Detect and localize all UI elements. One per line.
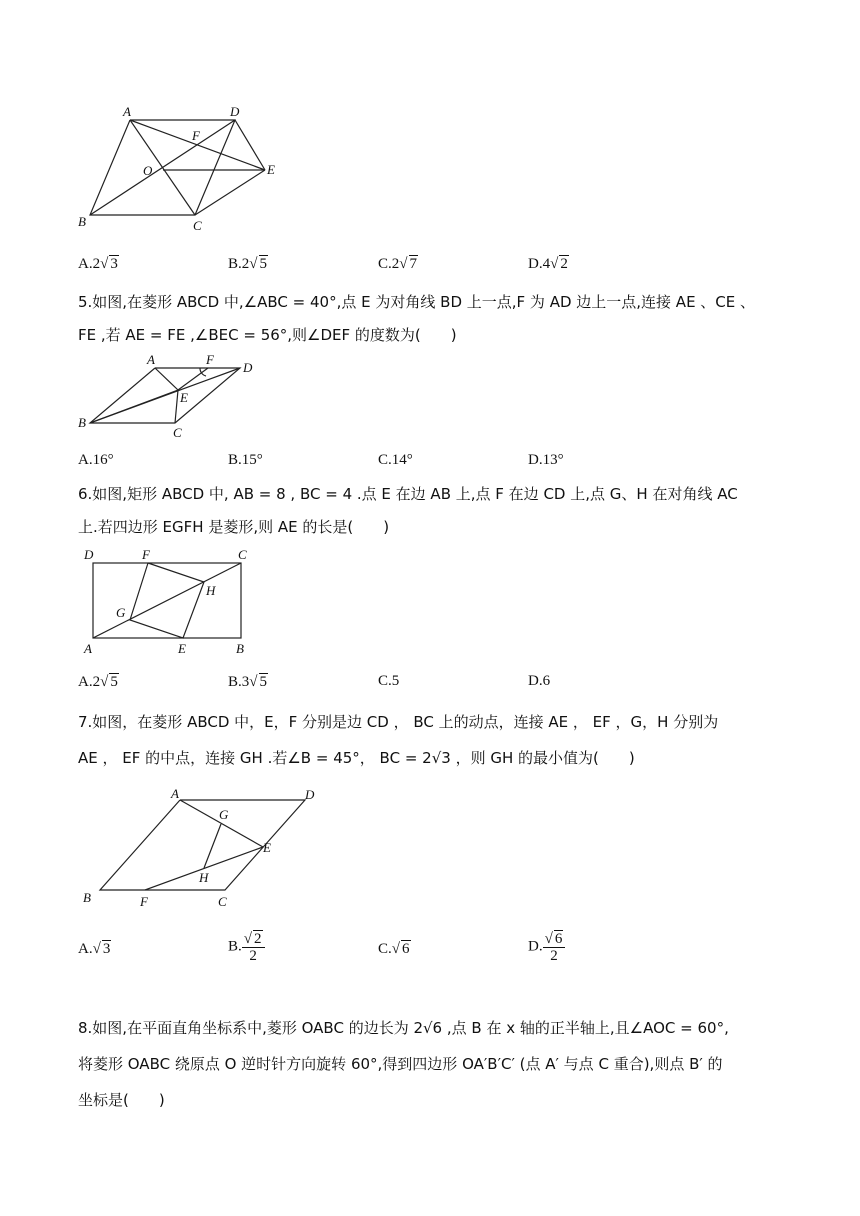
q7-option-d[interactable]: D. $\frac{√ 6}{2}$ [528, 930, 565, 964]
q5-option-a[interactable]: A.16° [78, 452, 114, 468]
question-7 [78, 704, 798, 776]
figure-q4 [70, 100, 290, 240]
q8-line3: 坐标是( ) [78, 1091, 165, 1109]
figure-q4-lines [90, 120, 265, 215]
q6-line2: 上.若四边形 EGFH 是菱形,则 AE 的长是( ) [78, 518, 390, 536]
label-E: E [267, 162, 275, 177]
q7-option-a[interactable]: A.√ 3 [78, 941, 111, 957]
q7-option-c[interactable]: C.√ 6 [378, 941, 410, 957]
label-G: G [116, 605, 126, 620]
q5-option-d[interactable]: D.13° [528, 452, 564, 468]
q7-option-b[interactable]: B. $\frac{√ 2}{2}$ [228, 930, 265, 964]
label-A: A [147, 352, 155, 367]
label-G: G [219, 807, 229, 822]
q6-option-a[interactable]: A.2√ 5 [78, 674, 118, 690]
label-B: B [83, 890, 91, 905]
label-B: B [78, 214, 86, 229]
q6-line1: 6.如图,矩形 ABCD 中, AB = 8 , BC = 4 .点 E 在边 AB 上,点 F 在边 CD 上,点 G、H 在对角线 AC [78, 485, 738, 503]
label-A: A [171, 786, 179, 801]
q8-line1: 8.如图,在平面直角坐标系中,菱形 OABC 的边长为 2√6 ,点 B 在 x 轴的正半轴上,且∠AOC = 60°, [78, 1019, 729, 1037]
label-C: C [173, 425, 182, 440]
label-E: E [178, 641, 186, 656]
q5-option-c[interactable]: C.14° [378, 452, 413, 468]
label-H: H [199, 870, 209, 885]
q4-option-b[interactable]: B.2√ 5 [228, 256, 267, 272]
label-A: A [84, 641, 92, 656]
label-D: D [305, 787, 315, 802]
label-B: B [236, 641, 244, 656]
q4-option-a[interactable]: A.2√ 3 [78, 256, 118, 272]
label-O: O [143, 163, 153, 178]
q8-line2: 将菱形 OABC 绕原点 O 逆时针方向旋转 60°,得到四边形 OA′B′C′ (点 A′ 与点 C 重合),则点 B′ 的 [78, 1055, 723, 1073]
q6-option-b[interactable]: B.3√ 5 [228, 674, 267, 690]
question-8 [78, 1010, 798, 1118]
label-F: F [142, 547, 150, 562]
label-D: D [84, 547, 94, 562]
figure-q6-lines [93, 563, 241, 638]
label-F: F [192, 128, 200, 143]
label-F: F [140, 894, 148, 909]
label-H: H [206, 583, 216, 598]
q5-option-b[interactable]: B.15° [228, 452, 263, 468]
figure-q6 [78, 545, 268, 660]
label-C: C [193, 218, 202, 233]
q6-option-d[interactable]: D.6 [528, 673, 551, 689]
label-E: E [263, 840, 271, 855]
label-A: A [123, 104, 131, 119]
label-B: B [78, 415, 86, 430]
label-E: E [180, 390, 188, 405]
figure-q5 [70, 350, 270, 440]
label-C: C [238, 547, 247, 562]
q5-line1: 5.如图,在菱形 ABCD 中,∠ABC = 40°,点 E 为对角线 BD 上一点,F 为 AD 边上一点,连接 AE 、CE 、 [78, 293, 756, 311]
figure-q5-lines [90, 368, 240, 423]
q5-line2: FE ,若 AE = FE ,∠BEC = 56°,则∠DEF 的度数为( ) [78, 326, 457, 344]
question-5 [78, 286, 798, 352]
q4-option-c[interactable]: C.2√ 7 [378, 256, 417, 272]
question-6 [78, 478, 798, 544]
q7-line1: 7.如图，在菱形 ABCD 中，E，F 分别是边 CD ， BC 上的动点，连接 AE ， EF ，G，H 分别为 [78, 713, 719, 731]
figure-q7 [75, 782, 325, 912]
label-C: C [218, 894, 227, 909]
q7-line2: AE ， EF 的中点，连接 GH .若∠B = 45°， BC = 2√3 ，则 GH 的最小值为( ) [78, 749, 635, 767]
q4-option-d[interactable]: D.4√ 2 [528, 256, 568, 272]
q6-option-c[interactable]: C.5 [378, 673, 400, 689]
label-F: F [206, 352, 214, 367]
label-D: D [243, 360, 253, 375]
label-D: D [230, 104, 240, 119]
